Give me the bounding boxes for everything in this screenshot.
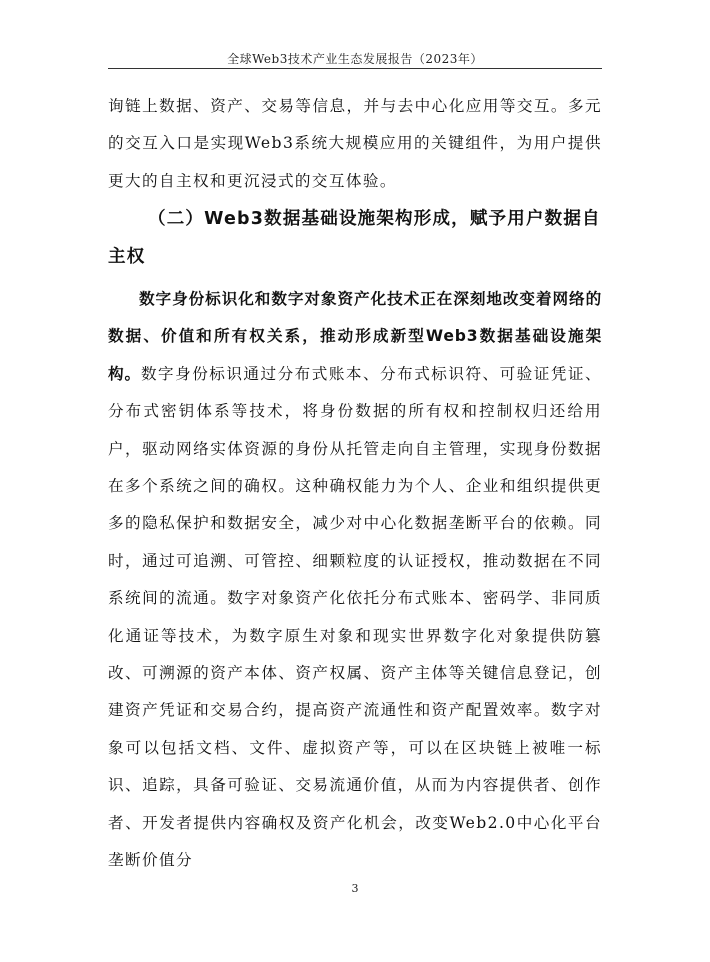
intro-paragraph: 询链上数据、资产、交易等信息，并与去中心化应用等交互。多元的交互入口是实现Web3系统大规模应用的关键组件，为用户提供更大的自主权和更沉浸式的交互体验。 [108, 97, 602, 190]
section-heading: （二）Web3数据基础设施架构形成，赋予用户数据自主权 [108, 209, 601, 267]
running-header: 全球Web3技术产业生态发展报告（2023年） [227, 52, 483, 66]
page-number: 3 [351, 882, 359, 895]
header-divider [108, 68, 602, 69]
main-paragraph-body: 数字身份标识通过分布式账本、分布式标识符、可验证凭证、分布式密钥体系等技术，将身份数据的所有权和控制权归还给用户，驱动网络实体资源的身份从托管走向自主管理，实现身份数据在多个系统之间的确权。这种确权能力为个人、企业和组织提供更多的隐私保护和数据安全，减少对中心化数据垄断平台的依赖。同时，通过可追溯、可管控、细颗粒度的认证授权，推动数据在不同系统间的流通。数字对象资产化依托分布式账本、密码学、非同质化通证等技术，为数字原生对象和现实世界数字化对象提供防篡改、可溯源的资产本体、资产权属、资产主体等关键信息登记，创建资产凭证和交易合约，提高资产流通性和资产配置效率。数字对象可以包括文档、文件、虚拟资产等，可以在区块链上被唯一标识、追踪，具备可验证、交易流通价值，从而为内容提供者、创作者、开发者提供内容确权及资产化机会，改变Web2.0中心化平台垄断价值分 [108, 364, 602, 870]
main-paragraph-lead: 数字身份标识化和数字对象资产化技术正在深刻地改变着网络的数据、价值和所有权关系，推动形成新型Web3数据基础设施架构。 [108, 290, 602, 383]
main-paragraph [108, 281, 602, 880]
